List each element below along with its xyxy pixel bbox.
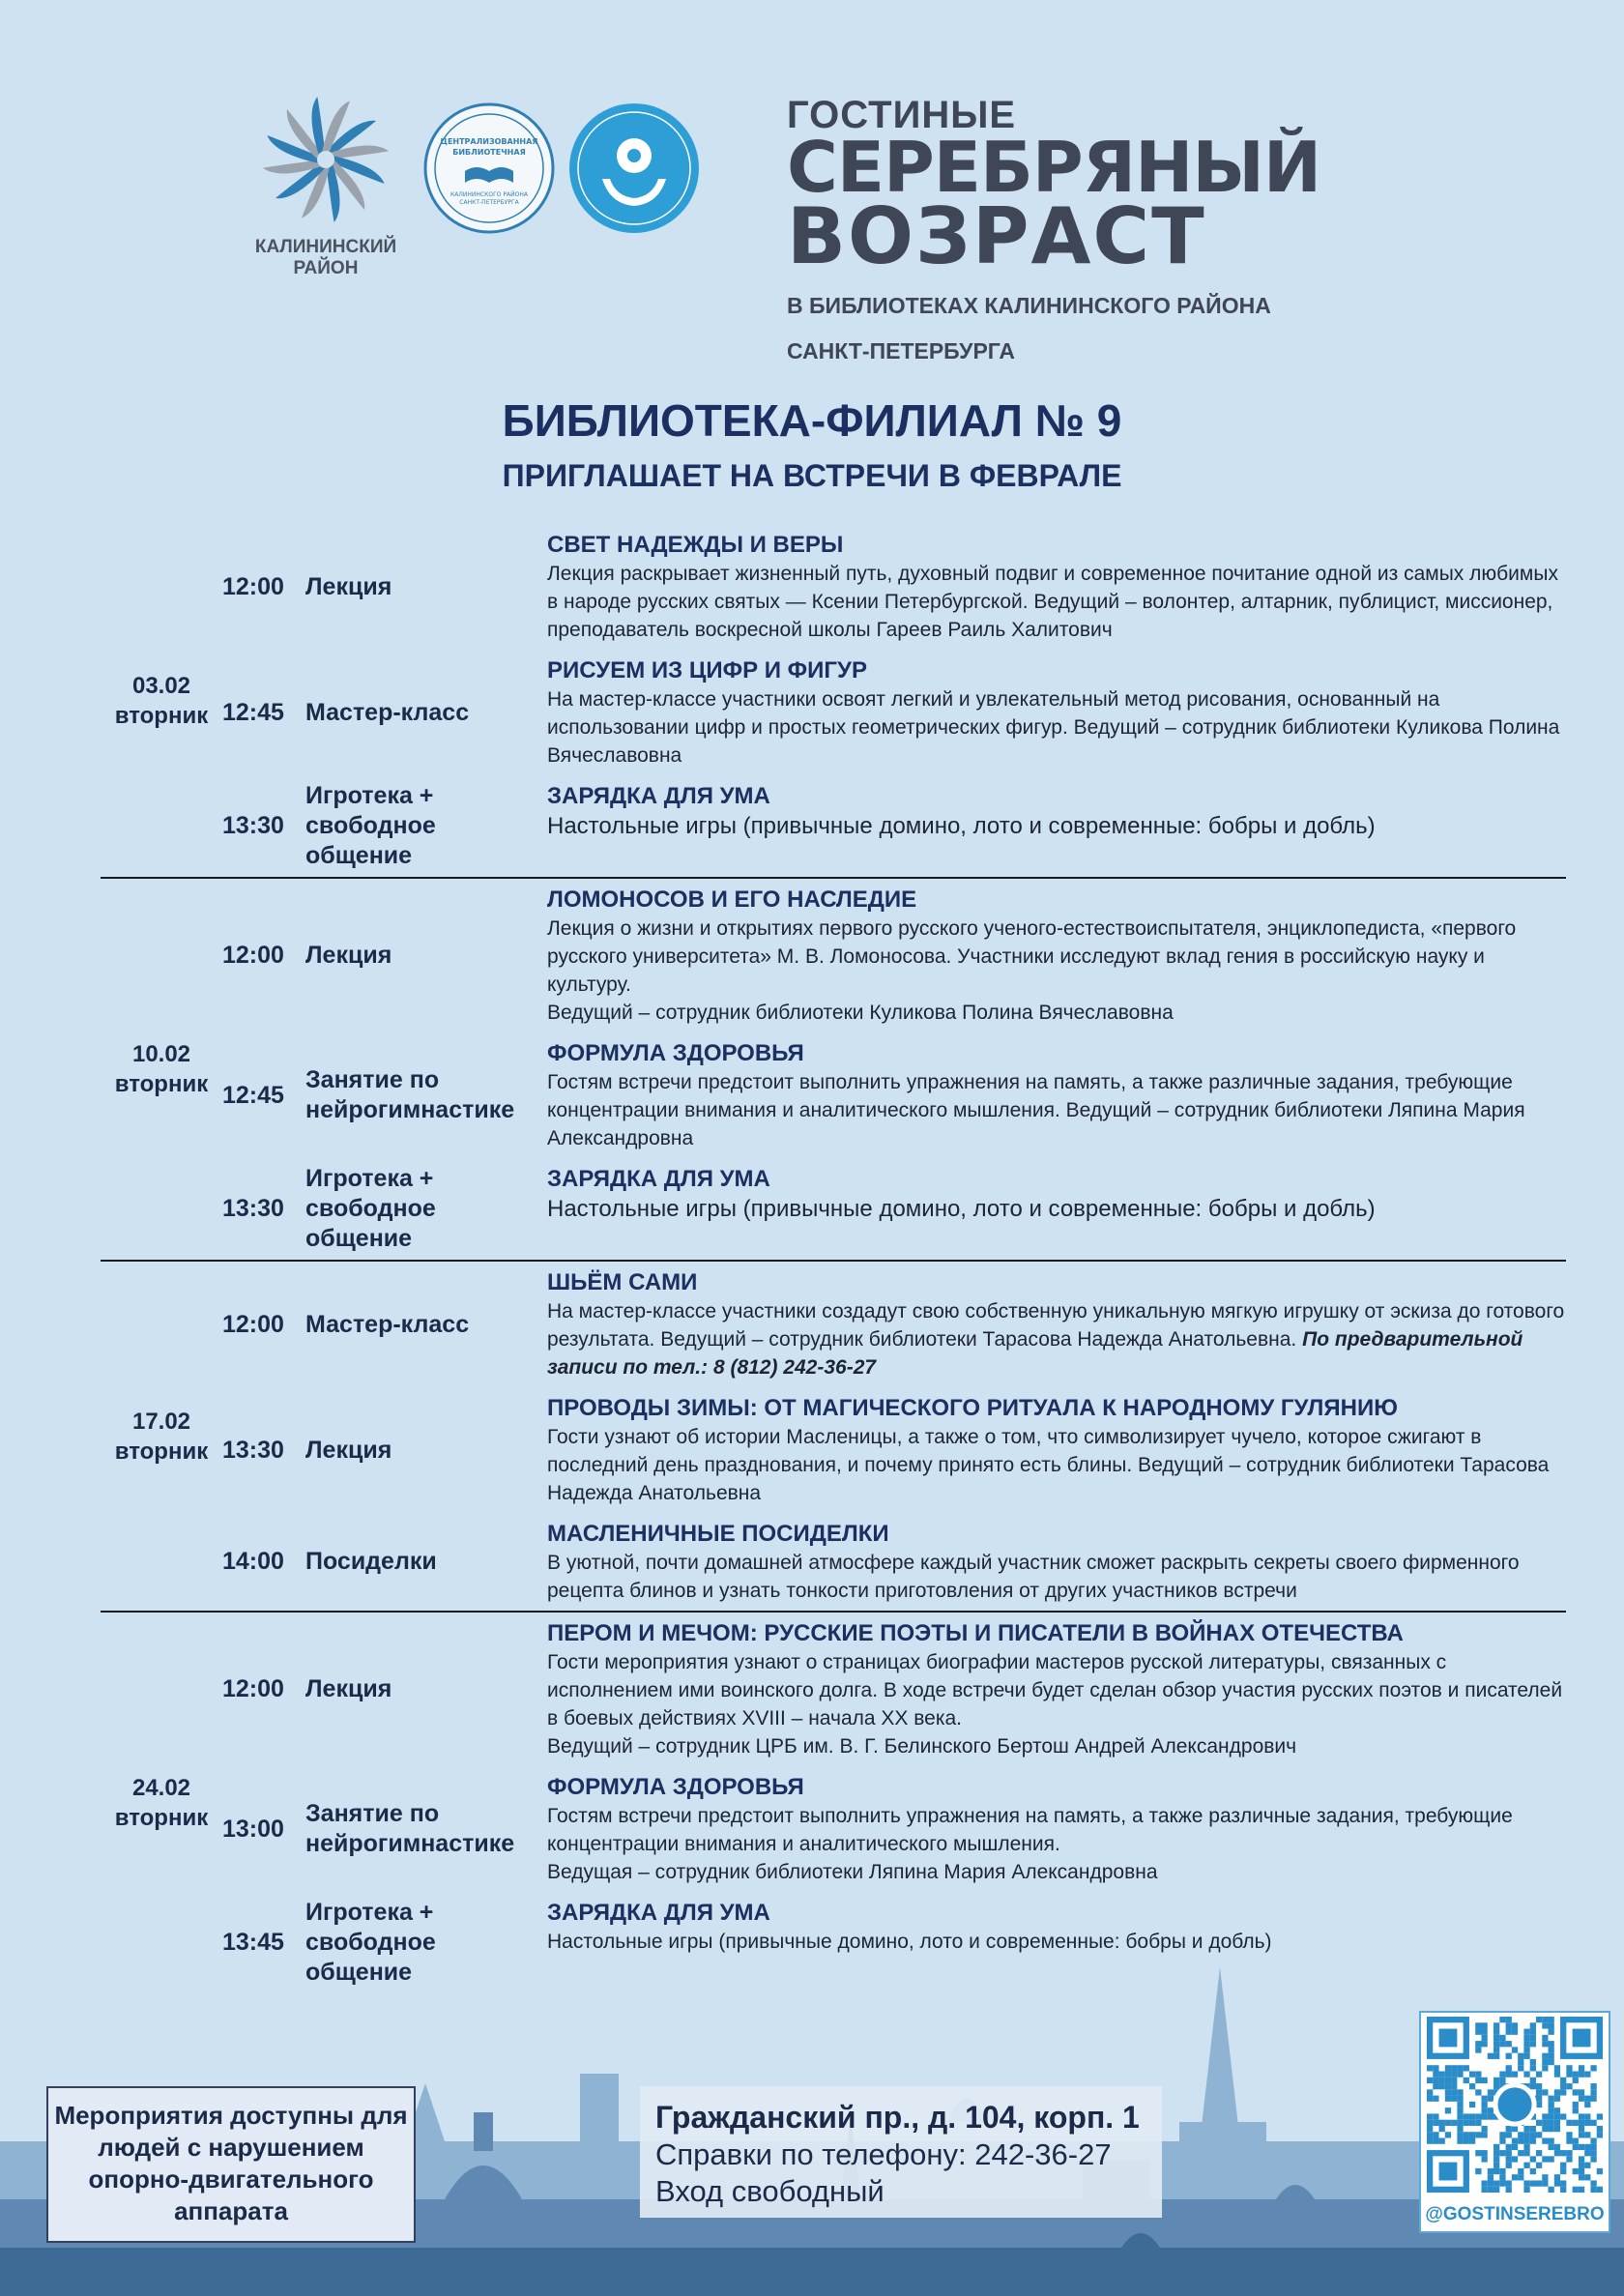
event-description-text: На мастер-классе участники создадут свою собственную уникальную мягкую игрушку от эскиза до готового результата. Ведущий – сотрудник библиотеки Тарасова Надежда Анатольевна. — [547, 1300, 1565, 1351]
day-date — [101, 879, 222, 1260]
event-schedule — [101, 524, 1566, 1993]
svg-text:САНКТ-ПЕТЕРБУРГА: САНКТ-ПЕТЕРБУРГА — [459, 199, 519, 206]
brand-subline-2: САНКТ-ПЕТЕРБУРГА — [787, 338, 1015, 363]
day-events — [222, 1262, 1566, 1611]
day-date — [101, 524, 222, 877]
event-type: Игротека + свободное общение — [305, 1899, 436, 1986]
accessibility-note: Мероприятия доступны для людей с нарушением опорно-двигательного аппарата — [46, 2086, 416, 2243]
weekday: вторник — [114, 1071, 209, 1097]
event-description — [547, 1068, 1566, 1152]
library-system-logo — [422, 102, 556, 235]
event-title: ФОРМУЛА ЗДОРОВЬЯ — [547, 1040, 804, 1066]
svg-text:ЦЕНТРАЛИЗОВАННАЯ: ЦЕНТРАЛИЗОВАННАЯ — [440, 137, 538, 146]
event-time: 13:45 — [222, 1929, 284, 1956]
event-type: Лекция — [305, 572, 392, 600]
schedule-event — [222, 650, 1566, 775]
qr-code-pattern — [1427, 2017, 1603, 2193]
event-time: 12:45 — [222, 698, 284, 726]
event-description-text: Гости мероприятия узнают о страницах биографии мастеров русской литературы, связанных с исполнением ими воинского долга. В ходе встречи будет сделан обзор участия русских поэтов и писателей в боевых действиях XVIII – начала XX века. — [547, 1651, 1563, 1729]
event-type: Занятие по нейрогимнастике — [305, 1800, 515, 1857]
event-type: Занятие по нейрогимнастике — [305, 1066, 515, 1123]
event-details — [547, 1164, 1566, 1254]
event-description-text: Настольные игры (привычные домино, лото и современные: бобры и добль) — [547, 1931, 1272, 1953]
event-title: ЗАРЯДКА ДЛЯ УМА — [547, 783, 770, 809]
brand-small-text: ГОСТИНЫЕ — [787, 94, 1017, 136]
address-box — [640, 2086, 1162, 2218]
event-description — [547, 811, 1566, 841]
event-description — [547, 1648, 1566, 1732]
schedule-event — [222, 1387, 1566, 1513]
event-details — [547, 1519, 1566, 1605]
event-type: Лекция — [305, 1675, 392, 1702]
date-value: 03.02 — [131, 672, 191, 699]
event-host: Ведущая – сотрудник библиотеки Ляпина Мария Александровна — [547, 1861, 1158, 1883]
event-time: 13:00 — [222, 1815, 284, 1843]
event-description — [547, 915, 1566, 999]
schedule-day — [101, 1262, 1566, 1613]
page-title: БИБЛИОТЕКА-ФИЛИАЛ № 9 — [502, 395, 1122, 446]
event-description — [547, 1194, 1566, 1224]
schedule-event — [222, 1262, 1566, 1387]
event-description-text: Гостям встречи предстоит выполнить упражнения на память, а также различные задания, требующие концентрации внимания и аналитического мышления. Ведущий – сотрудник библиотеки Ляпина Мария Александровна — [547, 1071, 1525, 1149]
event-time: 12:45 — [222, 1081, 284, 1109]
event-title: ПРОВОДЫ ЗИМЫ: ОТ МАГИЧЕСКОГО РИТУАЛА К НАРОДНОМУ ГУЛЯНИЮ — [547, 1395, 1398, 1421]
event-time: 13:30 — [222, 1195, 284, 1222]
event-details — [547, 781, 1566, 871]
event-description-text: На мастер-классе участники освоят легкий и увлекательный метод рисования, основанный на использовании цифр и простых геометрических фигур. Ведущий – сотрудник библиотеки Куликова Полина Вячеславовна — [547, 688, 1560, 767]
weekday: вторник — [114, 702, 209, 729]
header-logos — [253, 92, 1413, 372]
day-events — [222, 879, 1566, 1260]
date-value: 24.02 — [131, 1775, 191, 1801]
date-value: 10.02 — [131, 1041, 191, 1067]
event-title: ШЬЁМ САМИ — [547, 1269, 698, 1295]
schedule-event — [222, 1513, 1566, 1611]
social-handle[interactable]: @GOSTINSEREBRO — [1425, 2204, 1605, 2224]
brand-line-2: ВОЗРАСТ — [787, 191, 1206, 281]
event-title: ЗАРЯДКА ДЛЯ УМА — [547, 1166, 770, 1192]
event-time: 12:00 — [222, 1310, 284, 1338]
event-type: Игротека + свободное общение — [305, 782, 436, 869]
event-host: Ведущий – сотрудник ЦРБ им. В. Г. Белинского Бертош Андрей Александрович — [547, 1735, 1297, 1758]
schedule-event — [222, 1766, 1566, 1892]
schedule-event — [222, 1158, 1566, 1260]
district-logo-caption: КАЛИНИНСКИЙ РАЙОН — [254, 237, 397, 278]
event-time: 12:00 — [222, 942, 284, 969]
event-details — [547, 1038, 1566, 1152]
event-details — [547, 1267, 1566, 1381]
event-type: Игротека + свободное общение — [305, 1165, 436, 1252]
svg-text:КАЛИНИНСКОГО РАЙОНА: КАЛИНИНСКОГО РАЙОНА — [450, 191, 528, 198]
social-center-logo — [567, 102, 701, 235]
event-title: СВЕТ НАДЕЖДЫ И ВЕРЫ — [547, 532, 844, 558]
phone-text: Справки по телефону: 242-36-27 — [655, 2137, 1112, 2171]
event-description — [547, 1802, 1566, 1858]
weekday: вторник — [114, 1805, 209, 1831]
day-events — [222, 1613, 1566, 1993]
event-title: ЗАРЯДКА ДЛЯ УМА — [547, 1900, 770, 1926]
brand-line-1: СЕРЕБРЯНЫЙ — [787, 127, 1321, 208]
event-type: Мастер-класс — [305, 1310, 470, 1338]
schedule-event — [222, 524, 1566, 650]
event-details — [547, 655, 1566, 770]
event-title: ПЕРОМ И МЕЧОМ: РУССКИЕ ПОЭТЫ И ПИСАТЕЛИ В ВОЙНАХ ОТЕЧЕСТВА — [547, 1620, 1404, 1646]
event-title: МАСЛЕНИЧНЫЕ ПОСИДЕЛКИ — [547, 1521, 889, 1547]
event-title: РИСУЕМ ИЗ ЦИФР И ФИГУР — [547, 657, 867, 683]
svg-text:БИБЛИОТЕЧНАЯ: БИБЛИОТЕЧНАЯ — [452, 148, 526, 157]
event-type: Лекция — [305, 1436, 392, 1464]
event-details — [547, 885, 1566, 1027]
event-description-text: Лекция раскрывает жизненный путь, духовный подвиг и современное почитание одной из самых любимых в народе русских святых — Ксении Петербургской. Ведущий – волонтер, алтарник, публицист, миссионер, преподаватель воскресной школы Гареев Раиль Халитович — [547, 563, 1558, 641]
registration-note: По предварительной записи по тел.: 8 (812) 242-36-27 — [547, 1328, 1523, 1379]
event-time: 12:00 — [222, 1675, 284, 1702]
schedule-day — [101, 524, 1566, 879]
event-description — [547, 1549, 1566, 1605]
event-description — [547, 560, 1566, 644]
event-title: ЛОМОНОСОВ И ЕГО НАСЛЕДИЕ — [547, 886, 917, 913]
event-description — [547, 1928, 1566, 1956]
event-description-text: Гостям встречи предстоит выполнить упражнения на память, а также различные задания, требующие концентрации внимания и аналитического мышления. — [547, 1805, 1513, 1855]
brand-subline-1: В БИБЛИОТЕКАХ КАЛИНИНСКОГО РАЙОНА — [787, 293, 1271, 318]
event-type: Посиделки — [305, 1548, 437, 1575]
day-date — [101, 1613, 222, 1993]
event-description-text: Настольные игры (привычные домино, лото и современные: бобры и добль) — [547, 813, 1376, 839]
event-description-text: Лекция о жизни и открытиях первого русского ученого-естествоиспытателя, энциклопедиста, «первого русского университета» М. В. Ломоносова. Участники исследуют вклад гения в российскую науку и культуру. — [547, 917, 1517, 996]
schedule-day — [101, 879, 1566, 1262]
qr-code[interactable] — [1419, 2011, 1610, 2233]
event-details — [547, 1618, 1566, 1760]
event-time: 14:00 — [222, 1548, 284, 1575]
schedule-event — [222, 1032, 1566, 1158]
district-swirl-logo — [253, 92, 398, 237]
event-description-text: Гости узнают об истории Масленицы, а также о том, что символизирует чучело, которое сжигают в последний день празднования, и почему принято есть блины. Ведущий – сотрудник библиотеки Тарасова Надежда Анатольевна — [547, 1426, 1550, 1504]
event-time: 13:30 — [222, 1436, 284, 1464]
page-subtitle: ПРИГЛАШАЕТ НА ВСТРЕЧИ В ФЕВРАЛЕ — [502, 458, 1122, 493]
event-description — [547, 1297, 1566, 1381]
entry-text: Вход свободный — [655, 2174, 884, 2208]
event-description-text: Настольные игры (привычные домино, лото и современные: бобры и добль) — [547, 1196, 1376, 1222]
event-details — [547, 530, 1566, 644]
event-type: Лекция — [305, 942, 392, 969]
event-type: Мастер-класс — [305, 698, 470, 726]
event-title: ФОРМУЛА ЗДОРОВЬЯ — [547, 1774, 804, 1800]
address-text: Гражданский пр., д. 104, корп. 1 — [655, 2100, 1140, 2135]
event-details — [547, 1393, 1566, 1507]
weekday: вторник — [114, 1438, 209, 1465]
day-date — [101, 1262, 222, 1611]
schedule-event — [222, 775, 1566, 877]
event-description-text: В уютной, почти домашней атмосфере каждый участник сможет раскрыть секреты своего фирменного рецепта блинов и узнать тонкости приготовления от других участников встречи — [547, 1552, 1520, 1602]
event-host: Ведущий – сотрудник библиотеки Куликова Полина Вячеславовна — [547, 1002, 1174, 1024]
event-time: 12:00 — [222, 572, 284, 600]
event-time: 13:30 — [222, 812, 284, 839]
date-value: 17.02 — [131, 1408, 191, 1435]
event-details — [547, 1772, 1566, 1886]
silver-age-brand — [787, 92, 1386, 372]
schedule-event — [222, 1613, 1566, 1766]
event-description — [547, 1423, 1566, 1507]
day-events — [222, 524, 1566, 877]
schedule-event — [222, 879, 1566, 1032]
schedule-day — [101, 1613, 1566, 1993]
event-description — [547, 685, 1566, 770]
